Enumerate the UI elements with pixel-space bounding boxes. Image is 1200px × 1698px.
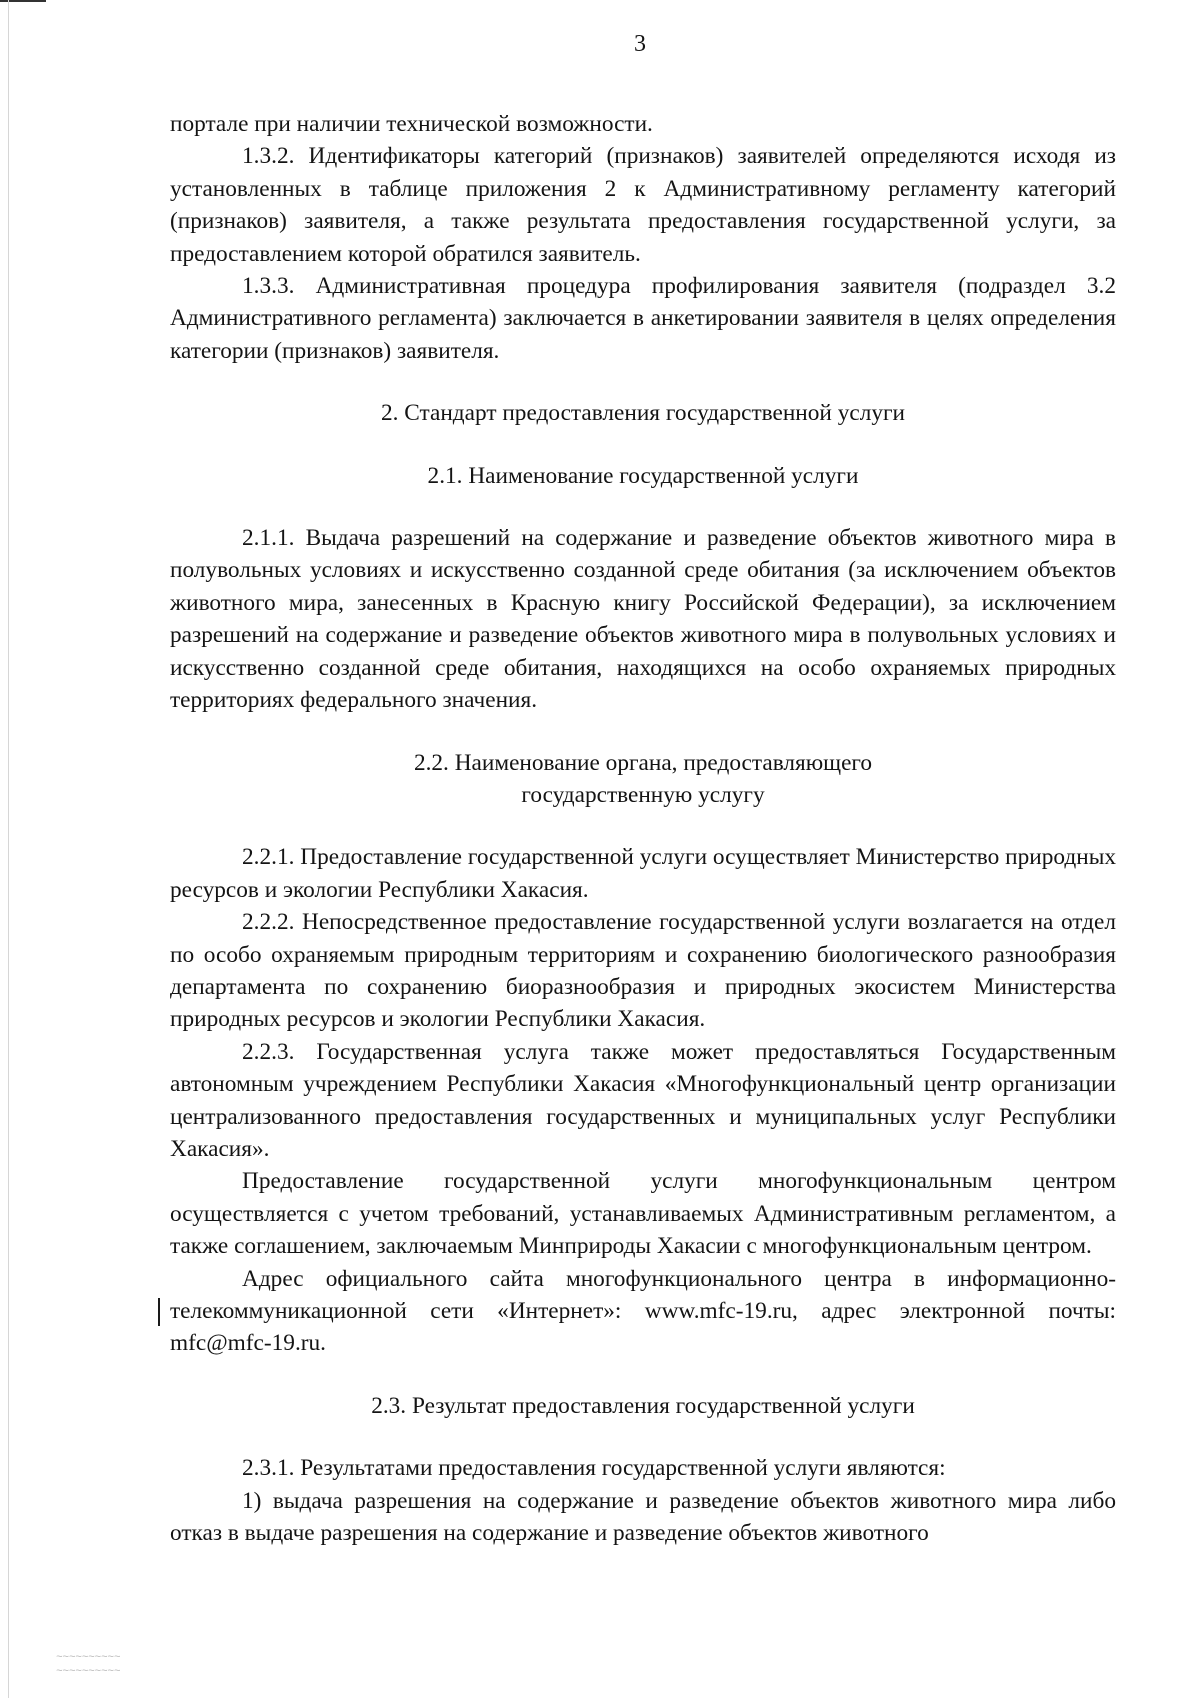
faded-stamp-mark: ~~~~~~~~~~ ~~~~~~~~~~ xyxy=(56,1651,121,1677)
paragraph-2-3-1: 2.3.1. Результатами предоставления государственной услуги являются: xyxy=(242,1455,946,1482)
document-body xyxy=(170,108,1116,1549)
section-heading-2-2-line2: государственную услугу xyxy=(521,781,765,808)
section-heading-2: 2. Стандарт предоставления государственной услуги xyxy=(381,400,905,427)
section-heading-2-3: 2.3. Результат предоставления государственной услуги xyxy=(371,1392,915,1419)
paragraph-2-2-1: 2.2.1. Предоставление государственной услуги осуществляет Министерство природных ресурсов и экологии Республики Хакасия. xyxy=(170,844,1116,903)
paragraph-1-3-3: 1.3.3. Административная процедура профилирования заявителя (подраздел 3.2 Административного регламента) заключается в анкетировании заявителя в целях определения категории (признаков) заявителя. xyxy=(170,273,1116,364)
scan-edge-line xyxy=(8,0,9,1698)
paragraph-2-2-2: 2.2.2. Непосредственное предоставление государственной услуги возлагается на отдел по особо охраняемым природным территориям и сохранению биологического разнообразия департамента по сохранению биоразнообразия и природных экосистем Министерства природных ресурсов и экологии Республики Хакасия. xyxy=(170,909,1116,1033)
page-number: 3 xyxy=(634,31,646,57)
paragraph-2-1-1: 2.1.1. Выдача разрешений на содержание и разведение объектов животного мира в полувольных условиях и искусственно созданной среде обитания (за исключением объектов животного мира, занесенных в Красную книгу Российской Федерации), за исключением разрешений на содержание и разведение объектов животного мира в полувольных условиях и искусственно созданной среде обитания, находящихся на особо охраняемых природных территориях федерального значения. xyxy=(170,525,1116,714)
paragraph-result-item-1: 1) выдача разрешения на содержание и разведение объектов животного мира либо отказ в выдаче разрешения на содержание и разведение объектов животного xyxy=(170,1487,1116,1547)
scan-edge-mark xyxy=(0,0,46,2)
paragraph-continuation: портале при наличии технической возможности. xyxy=(170,111,653,137)
section-heading-2-2-line1: 2.2. Наименование органа, предоставляющего xyxy=(413,749,873,776)
paragraph-mfc-requirements: Предоставление государственной услуги многофункциональным центром осуществляется с учетом требований, устанавливаемых Административным регламентом, а также соглашением, заключаемым Минприроды Хакасии с многофункциональным центром. xyxy=(170,1168,1116,1260)
section-heading-2-1: 2.1. Наименование государственной услуги xyxy=(427,462,859,489)
paragraph-2-2-3: 2.2.3. Государственная услуга также может предоставляться Государственным автономным учреждением Республики Хакасия «Многофункциональный центр организации централизованного предоставления государственных и муниципальных услуг Республики Хакасия». xyxy=(170,1038,1116,1162)
paragraph-1-3-2: 1.3.2. Идентификаторы категорий (признаков) заявителей определяются исходя из установленных в таблице приложения 2 к Административному регламенту категорий (признаков) заявителя, а также результата предоставления государственной услуги, за предоставлением которой обратился заявитель. xyxy=(170,143,1116,267)
paragraph-mfc-address: Адрес официального сайта многофункционального центра в информационно-телекоммуникационной сети «Интернет»: www.mfc-19.ru, адрес электронной почты: mfc@mfc-19.ru. xyxy=(170,1265,1116,1357)
margin-change-bar xyxy=(158,1298,160,1326)
